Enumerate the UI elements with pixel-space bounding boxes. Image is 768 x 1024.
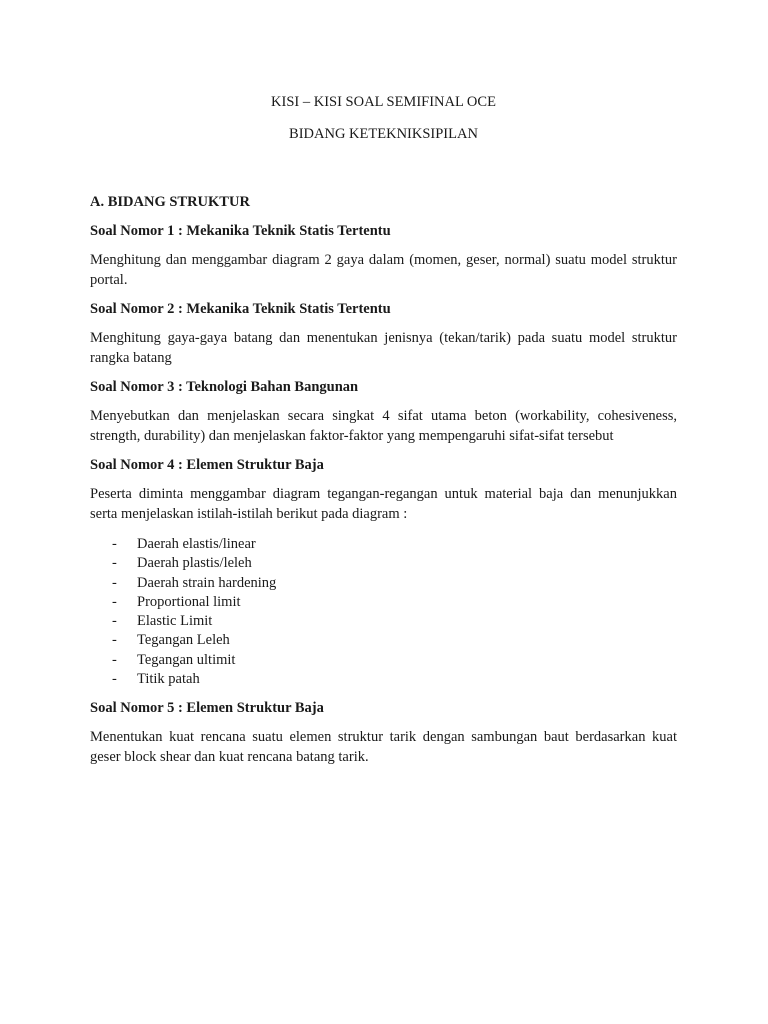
- bullet-dash: -: [112, 593, 117, 610]
- bullet-dash: -: [112, 536, 117, 552]
- list-item: [112, 670, 677, 689]
- list-item: [112, 593, 677, 612]
- document-title: KISI – KISI SOAL SEMIFINAL OCE: [271, 94, 496, 110]
- bullet-dash: -: [112, 555, 117, 572]
- soal-heading: Soal Nomor 1 : Mekanika Teknik Statis Tertentu: [90, 223, 391, 239]
- soal-heading: Soal Nomor 5 : Elemen Struktur Baja: [90, 700, 324, 717]
- bullet-dash: -: [112, 671, 117, 688]
- list-item-text: Daerah plastis/leleh: [137, 555, 252, 572]
- soal-1: [90, 221, 677, 290]
- list-item-text: Tegangan ultimit: [137, 651, 236, 668]
- bullet-list: [112, 535, 677, 689]
- soal-4: [90, 455, 677, 689]
- soal-description: Menghitung dan menggambar diagram 2 gaya dalam (momen, geser, normal) suatu model struktur portal.: [90, 252, 677, 288]
- soal-description: Menyebutkan dan menjelaskan secara singkat 4 sifat utama beton (workability, cohesiveness, strength, durability) dan menjelaskan faktor-faktor yang mempengaruhi sifat-sifat tersebut: [90, 408, 677, 444]
- list-item-text: Elastic Limit: [137, 613, 213, 630]
- list-item: [112, 535, 677, 554]
- list-item-text: Daerah elastis/linear: [137, 536, 256, 552]
- list-item-text: Proportional limit: [137, 593, 241, 610]
- list-item: [112, 612, 677, 631]
- list-item: [112, 574, 677, 593]
- soal-heading: Soal Nomor 3 : Teknologi Bahan Bangunan: [90, 379, 359, 395]
- soal-description: Menentukan kuat rencana suatu elemen struktur tarik dengan sambungan baut berdasarkan kuat geser block shear dan kuat rencana batang tarik.: [90, 729, 677, 765]
- document-page: [90, 92, 677, 767]
- section-heading: A. BIDANG STRUKTUR: [90, 194, 250, 210]
- bullet-dash: -: [112, 613, 117, 630]
- soal-description: Menghitung gaya-gaya batang dan menentukan jenisnya (tekan/tarik) pada suatu model struktur rangka batang: [90, 330, 677, 366]
- soal-3: [90, 377, 677, 446]
- bullet-dash: -: [112, 651, 117, 668]
- list-item-text: Daerah strain hardening: [137, 574, 277, 591]
- document-subtitle: BIDANG KETEKNIKSIPILAN: [289, 126, 478, 142]
- soal-5: [90, 698, 677, 767]
- bullet-dash: -: [112, 574, 117, 591]
- soal-heading: Soal Nomor 2 : Mekanika Teknik Statis Tertentu: [90, 301, 391, 317]
- list-item-text: Tegangan Leleh: [137, 632, 230, 649]
- soal-2: [90, 299, 677, 368]
- bullet-dash: -: [112, 632, 117, 649]
- list-item-text: Titik patah: [137, 671, 200, 688]
- list-item: [112, 631, 677, 650]
- list-item: [112, 554, 677, 573]
- soal-heading: Soal Nomor 4 : Elemen Struktur Baja: [90, 457, 324, 473]
- soal-description: Peserta diminta menggambar diagram tegangan-regangan untuk material baja dan menunjukkan serta menjelaskan istilah-istilah berikut pada diagram :: [90, 486, 677, 522]
- list-item: [112, 651, 677, 670]
